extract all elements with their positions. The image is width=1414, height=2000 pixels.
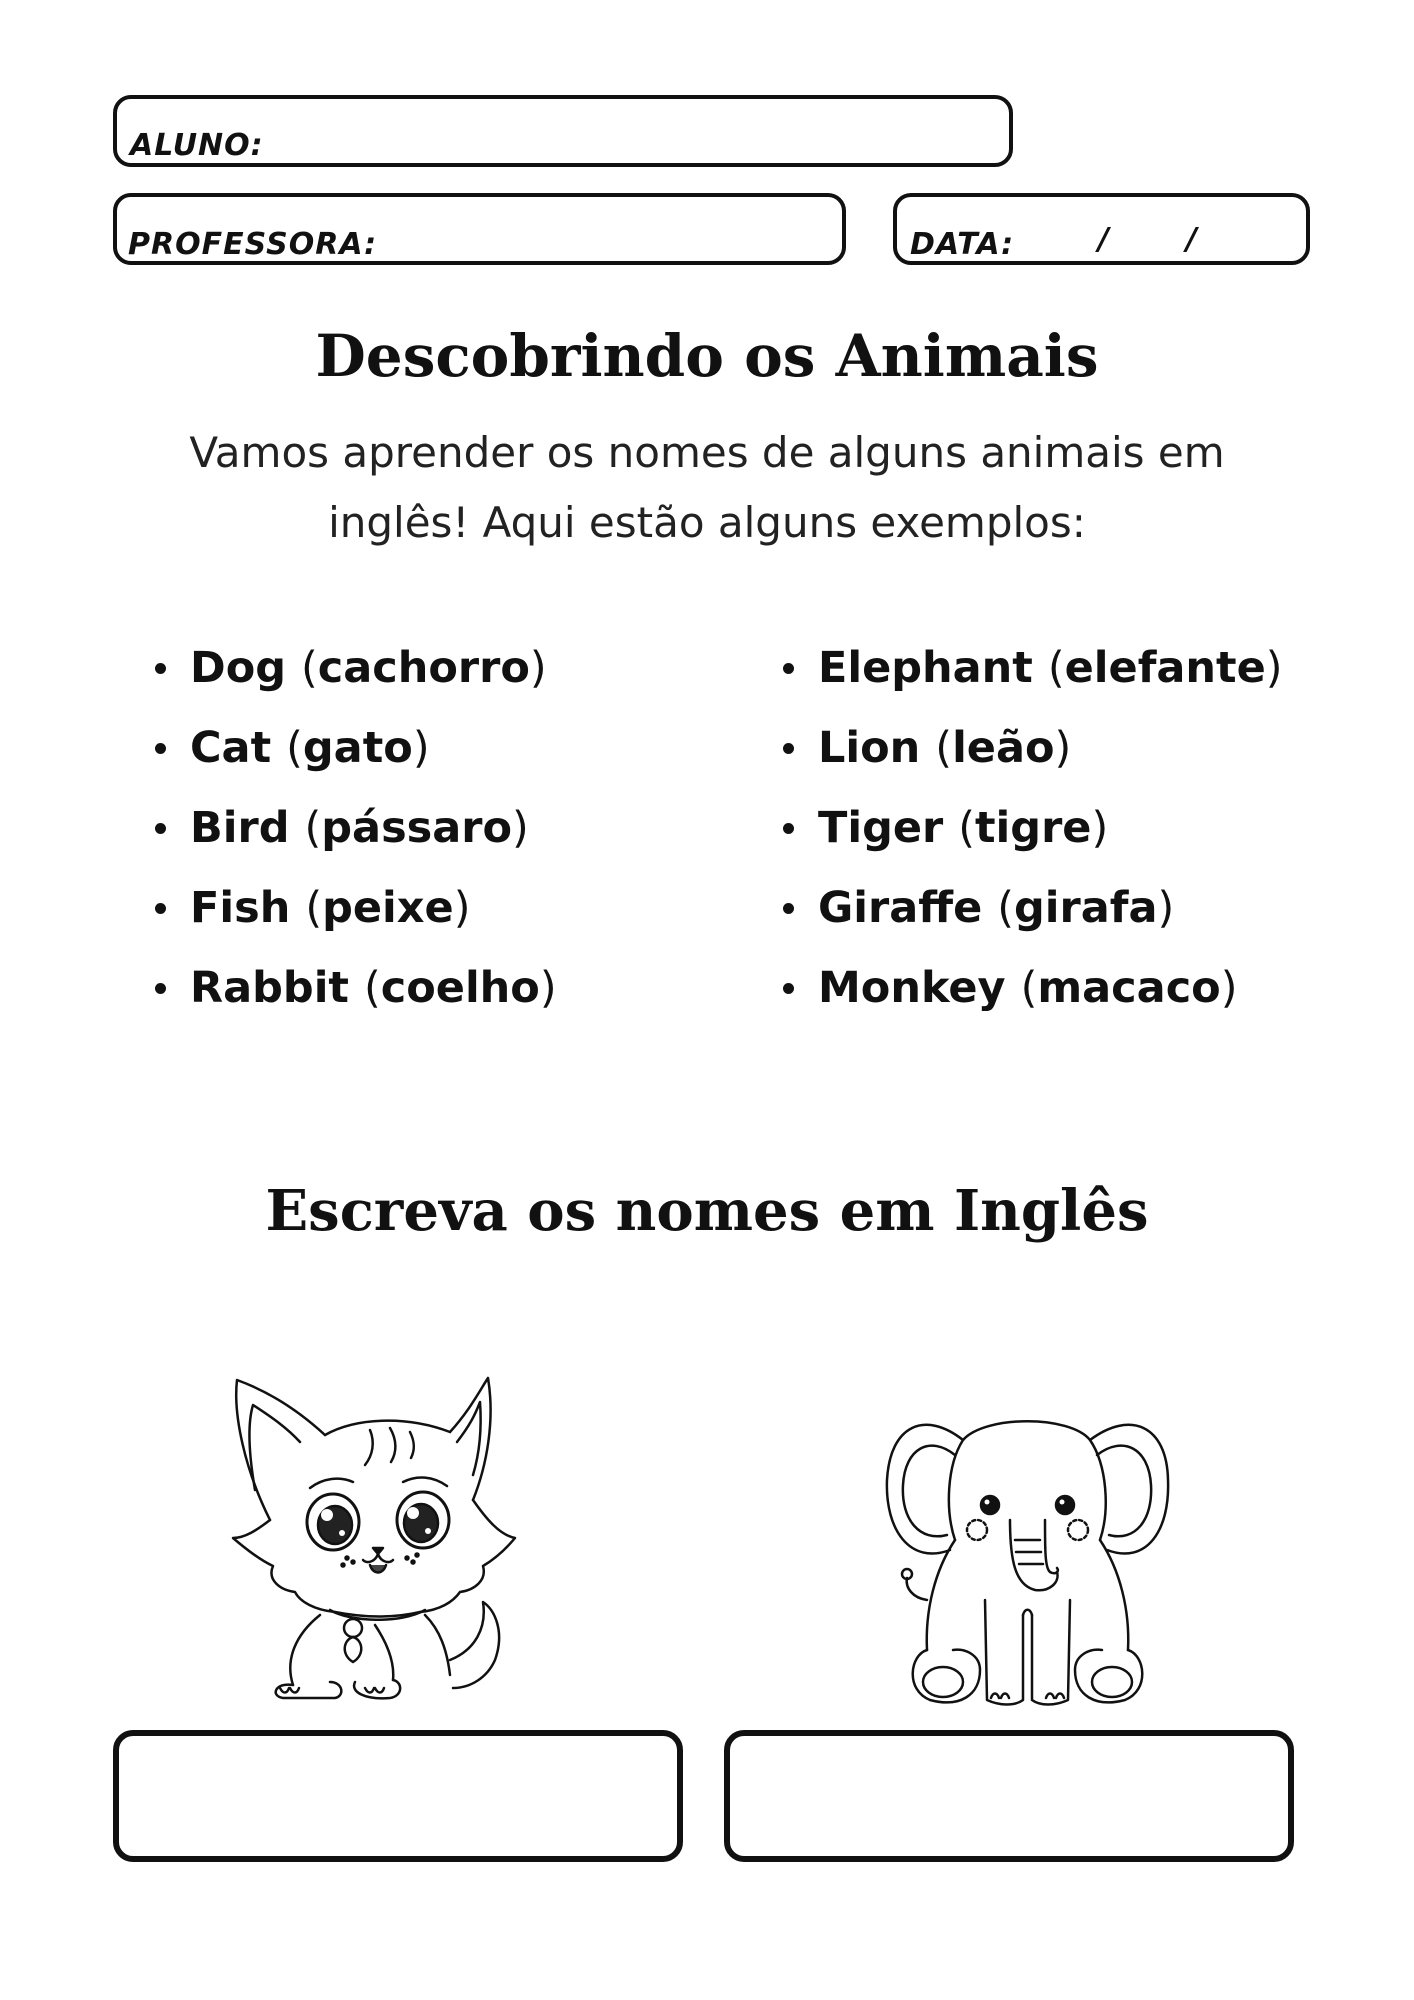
english-word: Elephant	[818, 643, 1033, 693]
answer-box-elephant[interactable]	[724, 1730, 1294, 1862]
intro-line: inglês! Aqui estão alguns exemplos:	[328, 498, 1086, 547]
english-word: Lion	[818, 723, 921, 773]
date-separator: /	[1186, 222, 1197, 257]
portuguese-word: leão	[952, 723, 1055, 773]
list-item: Dog ( cachorro )	[155, 628, 557, 708]
portuguese-word: cachorro	[317, 643, 530, 693]
english-word: Giraffe	[818, 883, 983, 933]
list-item: Cat ( gato )	[155, 708, 557, 788]
portuguese-word: macaco	[1037, 963, 1221, 1013]
bullet-icon	[783, 743, 794, 754]
bullet-icon	[155, 903, 166, 914]
exercise-title: Escreva os nomes em Inglês	[265, 1178, 1149, 1244]
bullet-icon	[783, 823, 794, 834]
english-word: Bird	[190, 803, 290, 853]
bullet-icon	[783, 663, 794, 674]
english-word: Cat	[190, 723, 272, 773]
bullet-icon	[783, 903, 794, 914]
aluno-label: ALUNO:	[130, 128, 264, 163]
portuguese-word: pássaro	[321, 803, 513, 853]
list-item: Tiger ( tigre )	[783, 788, 1283, 868]
list-item: Bird ( pássaro )	[155, 788, 557, 868]
bullet-icon	[155, 663, 166, 674]
list-item: Giraffe ( girafa )	[783, 868, 1283, 948]
kitten-illustration-icon	[225, 1370, 545, 1700]
list-item: Monkey ( macaco )	[783, 948, 1283, 1028]
list-item: Elephant ( elefante )	[783, 628, 1283, 708]
portuguese-word: tigre	[975, 803, 1092, 853]
intro-text	[0, 418, 1414, 558]
vocab-list-left	[155, 628, 557, 1028]
portuguese-word: elefante	[1064, 643, 1266, 693]
data-label: DATA:	[910, 227, 1015, 262]
page-title: Descobrindo os Animais	[315, 322, 1099, 390]
portuguese-word: peixe	[322, 883, 454, 933]
portuguese-word: girafa	[1014, 883, 1158, 933]
bullet-icon	[155, 983, 166, 994]
bullet-icon	[155, 823, 166, 834]
english-word: Rabbit	[190, 963, 349, 1013]
bullet-icon	[155, 743, 166, 754]
portuguese-word: gato	[302, 723, 413, 773]
list-item: Rabbit ( coelho )	[155, 948, 557, 1028]
date-separator: /	[1098, 222, 1109, 257]
english-word: Dog	[190, 643, 287, 693]
english-word: Tiger	[818, 803, 944, 853]
professora-label: PROFESSORA:	[128, 227, 378, 262]
elephant-illustration-icon	[885, 1400, 1170, 1710]
vocab-list-right	[783, 628, 1283, 1028]
portuguese-word: coelho	[380, 963, 540, 1013]
intro-line: Vamos aprender os nomes de alguns animais em	[189, 428, 1225, 477]
english-word: Fish	[190, 883, 291, 933]
list-item: Lion ( leão )	[783, 708, 1283, 788]
list-item: Fish ( peixe )	[155, 868, 557, 948]
answer-box-kitten[interactable]	[113, 1730, 683, 1862]
bullet-icon	[783, 983, 794, 994]
english-word: Monkey	[818, 963, 1006, 1013]
